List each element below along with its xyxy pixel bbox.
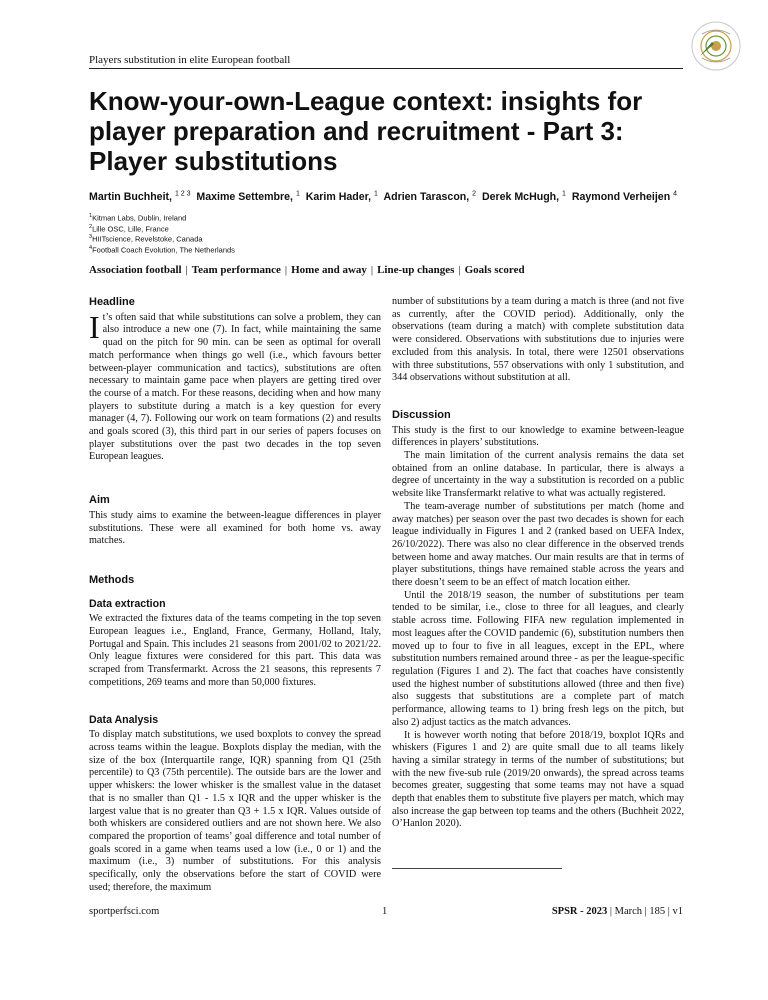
affiliation: $^1$Kitman Labs, Dublin, Ireland (89, 213, 187, 223)
author-list (89, 190, 709, 203)
discussion-paragraph: The main limitation of the current analysis remains the data set obtained from an online database. In particular, there is always a degree of uncertainty in the way a substitution is recorded on a public website like Transfermarkt relative to what was actually registered. (392, 450, 684, 500)
paper-title (89, 86, 689, 176)
affiliation-list (89, 212, 235, 254)
author: Maxime Settembre, $^1$ (196, 190, 300, 203)
journal-logo (690, 20, 742, 72)
title-line: player preparation and recruitment - Part 3: (89, 116, 624, 146)
author: Raymond Verheijen $^4$ (571, 190, 678, 203)
data-analysis-paragraph: To display match substitutions, we used boxplots to convey the spread across teams within the league. Boxplots display the median, with the size of the box (Interquartile range, IQR) spanning from Q1 (25th percentile) to Q3 (75th percentile). The outside bars are the lower and upper whiskers: the lower whisker is the smallest value in the dataset that is no smaller than Q1 - 1.5 x IQR and the upper whisker is the largest value that is no greater than Q3 + 1.5 x IQR. Values outside of both whiskers are considered outliers and are not shown here. We also compared the proportion of teams’ goal difference and total number of goals scored in a game when teams used a low (i.e., 0 or 1) and the maximum (i.e., 3) number of substitutions. For this analysis specifically, only the observations before the start of COVID were used; therefore, the maximum (89, 729, 381, 893)
author: Karim Hader, $^1$ (305, 190, 378, 203)
page-number: 1 (382, 906, 388, 917)
keyword-list: Association football | Team performance | Home and away | Line-up changes | Goals scored (89, 264, 525, 276)
aim-heading: Aim (89, 494, 110, 507)
discussion-paragraph: This study is the first to our knowledge to examine between-league differences in players’ substitutions. (392, 424, 684, 449)
keyword: Association football (89, 264, 182, 276)
footer-journal-info: SPSR - 2023 | March | 185 | v1 (551, 906, 683, 917)
keyword: Line-up changes (377, 264, 455, 276)
footer-website: sportperfsci.com (89, 906, 160, 917)
data-analysis-heading: Data Analysis (89, 713, 159, 726)
keyword: Home and away (291, 264, 367, 276)
author: Martin Buchheit, $^{1 2 3}$ (89, 190, 191, 203)
headline-paragraph: It’s often said that while substitutions can solve a problem, they can also introduce a new one (7). In fact, while maintaining the same quad on the pitch for 90 min. can be seen as optimal for overall match performance when things go well (i.e., which favours better between-player communication and tactics), substitutions are often necessary to maintain game pace when players are getting tired over the course of a match. For these reasons, deciding when and how many players to substitute during a match is a key question for every manager (4, 7). Following our work on team formations (2) and results and goals scored (3), this third part in our series of papers focuses on player substitutions over the past two decades in the top seven European leagues. (89, 308, 381, 463)
author: Adrien Tarascon, $^2$ (383, 190, 477, 203)
data-extraction-paragraph: We extracted the fixtures data of the teams competing in the top seven European leagues i.e., England, France, Germany, Holland, Italy, Portugal and Spain. This includes 21 seasons from 2001/02 to 2021/22. Only league fixtures were considered for this part. This data was scraped from Transfermarkt. Across the 21 seasons, this represents 7 competitions, 269 teams and more than 50,000 fixtures. (89, 613, 381, 688)
right-column (392, 296, 684, 831)
affiliation: $^2$Lille OSC, Lille, France (89, 223, 169, 233)
data-extraction-heading: Data extraction (89, 597, 166, 610)
left-column (89, 296, 381, 894)
discussion-paragraph: It is however worth noting that before 2018/19, boxplot IQRs and whiskers (Figures 1 and 2) are quite small due to all teams likely having a similar strategy in terms of the number of substitutions; but with the new five-sub rule (2019/20 onwards), the spread across teams becomes greater, suggesting that some teams may not have a squad depth that enables them to substitute five players per match, which may also increase the gap between top teams and the others (Buchheit 2022, O’Hanlon 2020). (392, 729, 684, 830)
drop-cap: I (89, 308, 100, 345)
headline-heading: Headline (89, 296, 135, 308)
footnote-rule (392, 868, 562, 869)
methods-continued-paragraph: number of substitutions by a team during a match is three (and not five as currently, after the COVID period). Additionally, only the observations (team during a match) with complete substitution data were considered. Observations with substitutions due to injuries were excluded from this analysis. In total, there were 12501 observations with three substitutions, 557 observations with only 1 substitution, and 344 observations without substitution at all. (392, 296, 684, 384)
author: Derek McHugh, $^1$ (481, 190, 566, 203)
title-line: Player substitutions (89, 146, 338, 176)
discussion-heading: Discussion (392, 408, 451, 421)
methods-heading: Methods (89, 573, 135, 586)
running-head: Players substitution in elite European football (89, 54, 291, 66)
header-rule (89, 68, 683, 69)
affiliation: $^4$Football Coach Evolution, The Netherlands (89, 244, 235, 254)
keyword: Goals scored (464, 264, 525, 276)
title-line: Know-your-own-League context: insights for (89, 86, 643, 116)
aim-paragraph: This study aims to examine the between-league differences in player substitutions. These were all examined for both home vs. away matches. (89, 509, 381, 547)
discussion-paragraph: The team-average number of substitutions per match (home and away matches) per season over the past two decades is shown for each league individually in Figures 1 and 2 (ranked based on UEFA Index, 26/10/2022). There was also no clear difference in the observed trends between home and away matches. Our main results are that in terms of player substitutions, things have remained stable across the years and there doesn’t seem to be an effect of match location either. (392, 500, 684, 589)
keyword: Team performance (191, 264, 281, 276)
discussion-paragraph: Until the 2018/19 season, the number of substitutions per team tended to be similar, i.e., close to three for all leagues, and clearly stable across time. Following FIFA new regulation implemented in most leagues after the COVID pandemic (6), substitution numbers then moved up to four to five in all leagues, except in the EPL, where substitution numbers remained around three - as per the league-specific regulation (Figures 1 and 2). The fact that coaches have consistently used the highest number of substitutions allowed (three and then five) also suggests that substitutions are a complete part of match performance, allowing teams to 1) bring fresh legs on the pitch, but also 2) adjust tactics as the match advances. (392, 589, 684, 728)
affiliation: $^3$HIITscience, Revelstoke, Canada (89, 234, 203, 244)
